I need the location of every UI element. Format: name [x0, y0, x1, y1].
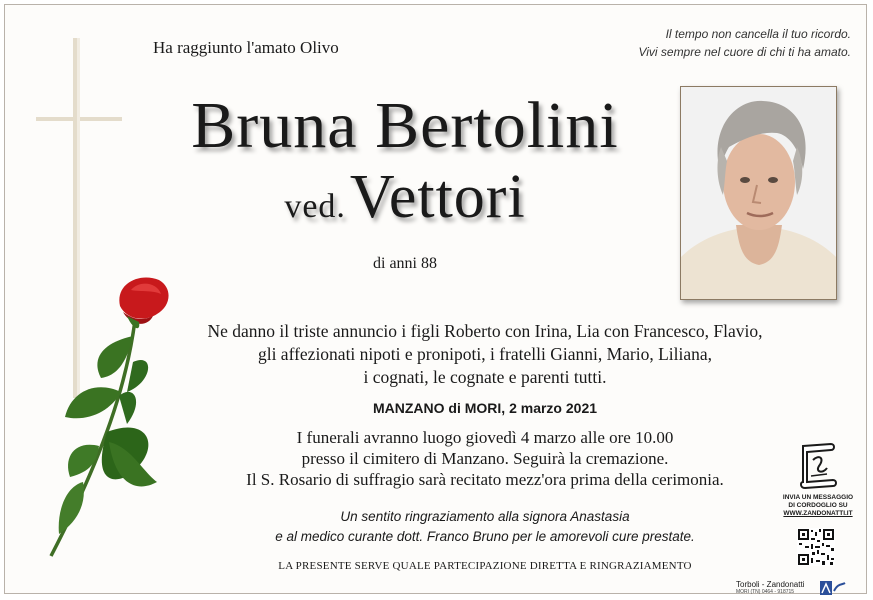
condolence-link[interactable] [776, 494, 860, 518]
intro-text: Ha raggiunto l'amato Olivo [153, 38, 339, 57]
ved-label: ved. [284, 188, 346, 225]
funeral-line: I funerali avranno luogo giovedì 4 marzo alle ore 10.00 [296, 428, 674, 447]
qr-code-icon[interactable] [797, 528, 835, 566]
brand-logo-icon [820, 581, 846, 595]
funeral-line: Il S. Rosario di suffragio sarà recitato mezz'ora prima della cerimonia. [246, 470, 724, 489]
deceased-name: Bruna Bertolini [191, 89, 619, 162]
condolence-line: INVIA UN MESSAGGIO [782, 494, 854, 501]
funeral-details [180, 427, 790, 490]
thanks-text [200, 507, 770, 547]
quote-line: Vivi sempre nel cuore di chi ti ha amato. [638, 45, 851, 59]
announcement-line: gli affezionati nipoti e pronipoti, i fratelli Gianni, Mario, Liliana, [257, 344, 713, 364]
brand-name: Torboli - Zandonatti [736, 580, 805, 589]
portrait-photo [680, 86, 837, 300]
announcement-line: Ne danno il triste annuncio i figli Roberto con Irina, Lia con Francesco, Flavio, [207, 321, 763, 341]
memorial-quote [551, 25, 851, 61]
condolence-url[interactable]: WWW.ZANDONATTI.IT [783, 510, 853, 517]
funeral-line: presso il cimitero di Manzano. Seguirà la cremazione. [301, 449, 669, 468]
scroll-icon [797, 440, 839, 490]
quote-line: Il tempo non cancella il tuo ricordo. [665, 27, 851, 41]
thanks-line: e al medico curante dott. Franco Bruno per le amorevoli cure prestate. [275, 529, 695, 544]
condolence-line: DI CORDOGLIO SU [788, 502, 848, 509]
footer-notice: LA PRESENTE SERVE QUALE PARTECIPAZIONE DIRETTA E RINGRAZIAMENTO [278, 560, 692, 572]
thanks-line: Un sentito ringraziamento alla signora Anastasia [340, 509, 630, 524]
brand-contact: MORI (TN) 0464 - 918715 [736, 589, 795, 595]
announcement [170, 320, 800, 389]
married-surname: Vettori [349, 163, 526, 231]
rose-icon [35, 272, 175, 562]
announcement-line: i cognati, le cognate e parenti tutti. [363, 367, 607, 387]
age-text: di anni 88 [373, 255, 437, 272]
place-date: MANZANO di MORI, 2 marzo 2021 [372, 400, 598, 416]
deceased-married-name [150, 162, 660, 233]
